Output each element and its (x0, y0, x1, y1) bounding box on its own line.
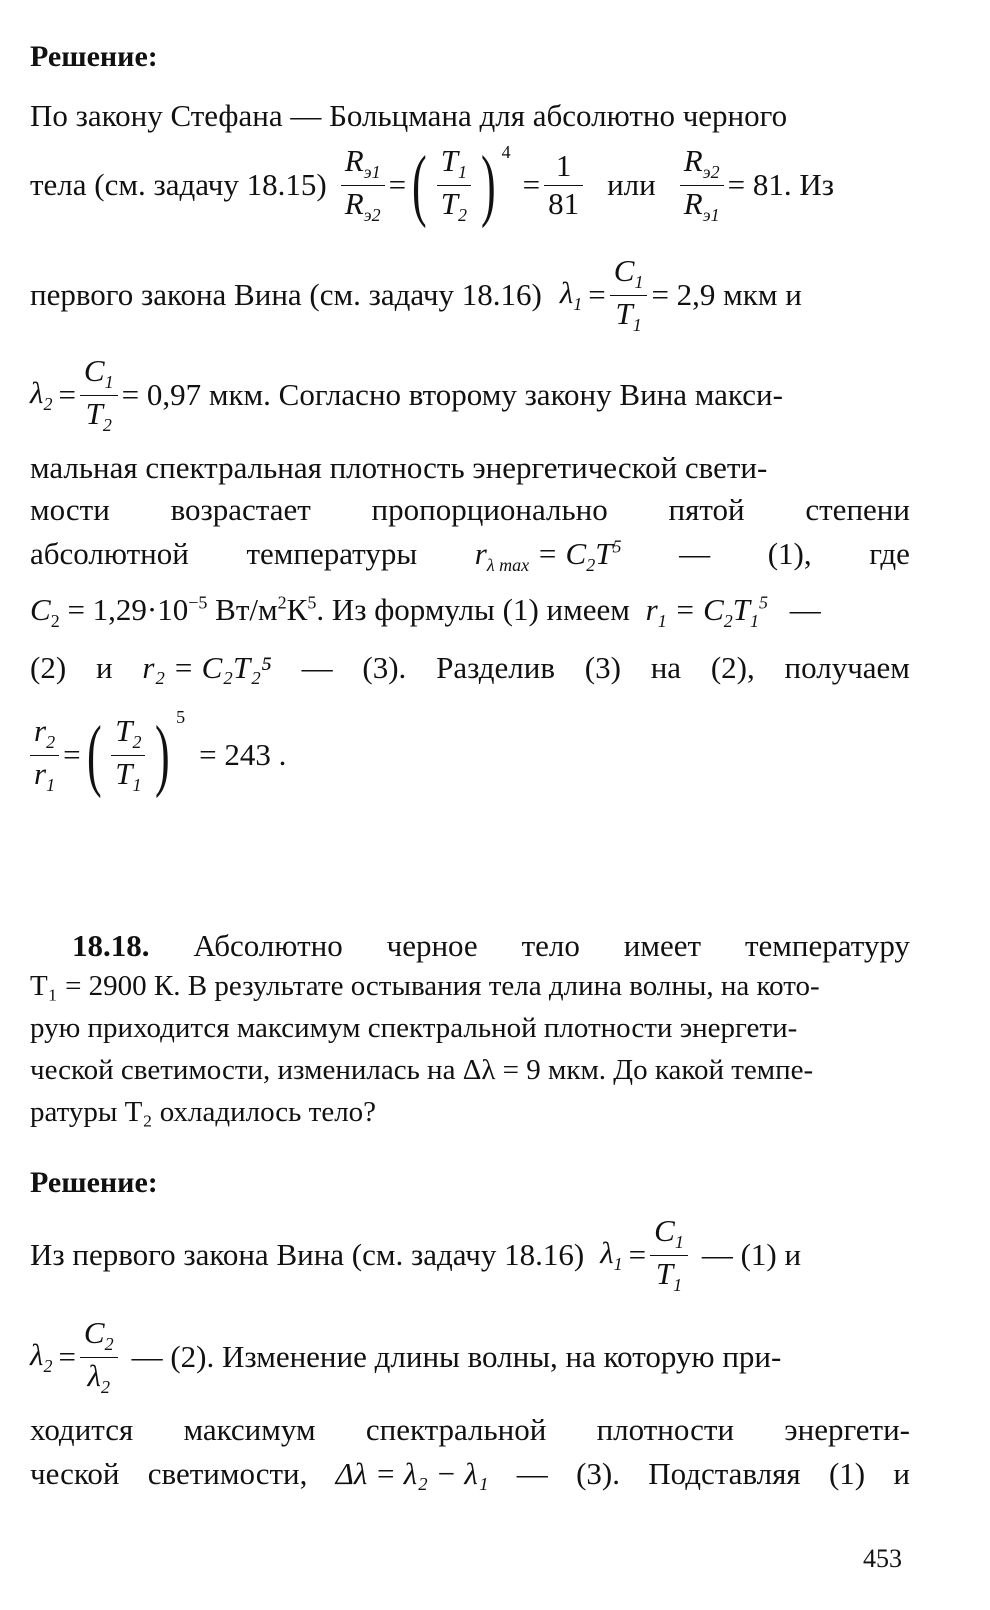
text-line: мости возрастает пропорционально пятой степени (30, 492, 910, 527)
formula-line: $C_2 = 1,29\cdot 10^{-5}$ $Вт/м^2К^5$. Из формулы (1) имеем $r_1 = C_2T_1^5$ — (30, 592, 821, 632)
fraction: $\frac{1}{81}$ (544, 150, 583, 220)
problem-line: ратуры T₂ охладилось тело? (30, 1096, 377, 1128)
formula-line: тела (см. задачу 18.15) $\frac{R_{э1}}{R_{э2}}$ = ( $\frac{T_1}{T_2}$ ) 4 = $\frac{1}{81}$ или $\frac{R_{э2}}{R_{э1}}$ = 81. Из (30, 141, 834, 229)
fraction: $\frac{T_1}{T_2}$ (437, 145, 471, 224)
fraction: $\frac{C_1}{T_1}$ (650, 1215, 688, 1294)
text-line: ческой светимости, Δλ = λ₂ − λ₁ — (3). Подставляя (1) и (30, 1456, 910, 1491)
solution-heading: Решение: (30, 40, 158, 73)
formula-line: $\lambda_2$ = $\frac{C_2}{\lambda_2}$ — (2). Изменение длины волны, на которую при- (30, 1315, 782, 1397)
solution-heading: Решение: (30, 1166, 158, 1199)
fraction: $\frac{C_1}{T_1}$ (610, 255, 648, 334)
fraction: $\frac{C_1}{T_2}$ (80, 355, 118, 434)
formula-line: $\frac{r_2}{r_1}$ = ( $\frac{T_2}{T_1}$ ) 5 = 243 . (30, 705, 910, 805)
fraction: $\frac{R_{э1}}{R_{э2}}$ (341, 145, 385, 224)
problem-line: ческой светимости, изменилась на Δλ = 9 мкм. До какой темпе- (30, 1054, 814, 1086)
formula-line: (2) и r₂ = C₂T₂⁵ — (3). Разделив (3) на (2), получаем (30, 650, 910, 685)
problem-line: 18.18. Абсолютно черное тело имеет температуру (72, 928, 910, 963)
formula-line: Из первого закона Вина (см. задачу 18.16) $\lambda_1$ = $\frac{C_1}{T_1}$ — (1) и (30, 1213, 802, 1295)
problem-line: T₁ = 2900 К. В результате остывания тела длина волны, на кото- (30, 970, 820, 1002)
formula-line: первого закона Вина (см. задачу 18.16) $\lambda_1$ = $\frac{C_1}{T_1}$ = 2,9 мкм и (30, 253, 802, 335)
text-line: По закону Стефана — Больцмана для абсолютно черного (30, 98, 788, 133)
formula-line: $\lambda_2$ = $\frac{C_1}{T_2}$ = 0,97 мкм. Согласно второму закону Вина макси- (30, 353, 783, 435)
fraction: $\frac{R_{э2}}{R_{э1}}$ (680, 145, 724, 224)
fraction: $\frac{r_2}{r_1}$ (30, 715, 59, 794)
problem-number: 18.18. (72, 928, 150, 963)
text-line: абсолютной температуры $r_{\lambda max} = C_2T^5$ — (1), где (30, 536, 910, 576)
page-number: 453 (863, 1544, 902, 1573)
fraction: $\frac{C_2}{\lambda_2}$ (80, 1317, 118, 1396)
fraction: $\frac{T_2}{T_1}$ (111, 715, 145, 794)
text-line: мальная спектральная плотность энергетической свети- (30, 450, 768, 485)
text-line: ходится максимум спектральной плотности энергети- (30, 1412, 910, 1447)
problem-line: рую приходится максимум спектральной плотности энергети- (30, 1012, 798, 1044)
